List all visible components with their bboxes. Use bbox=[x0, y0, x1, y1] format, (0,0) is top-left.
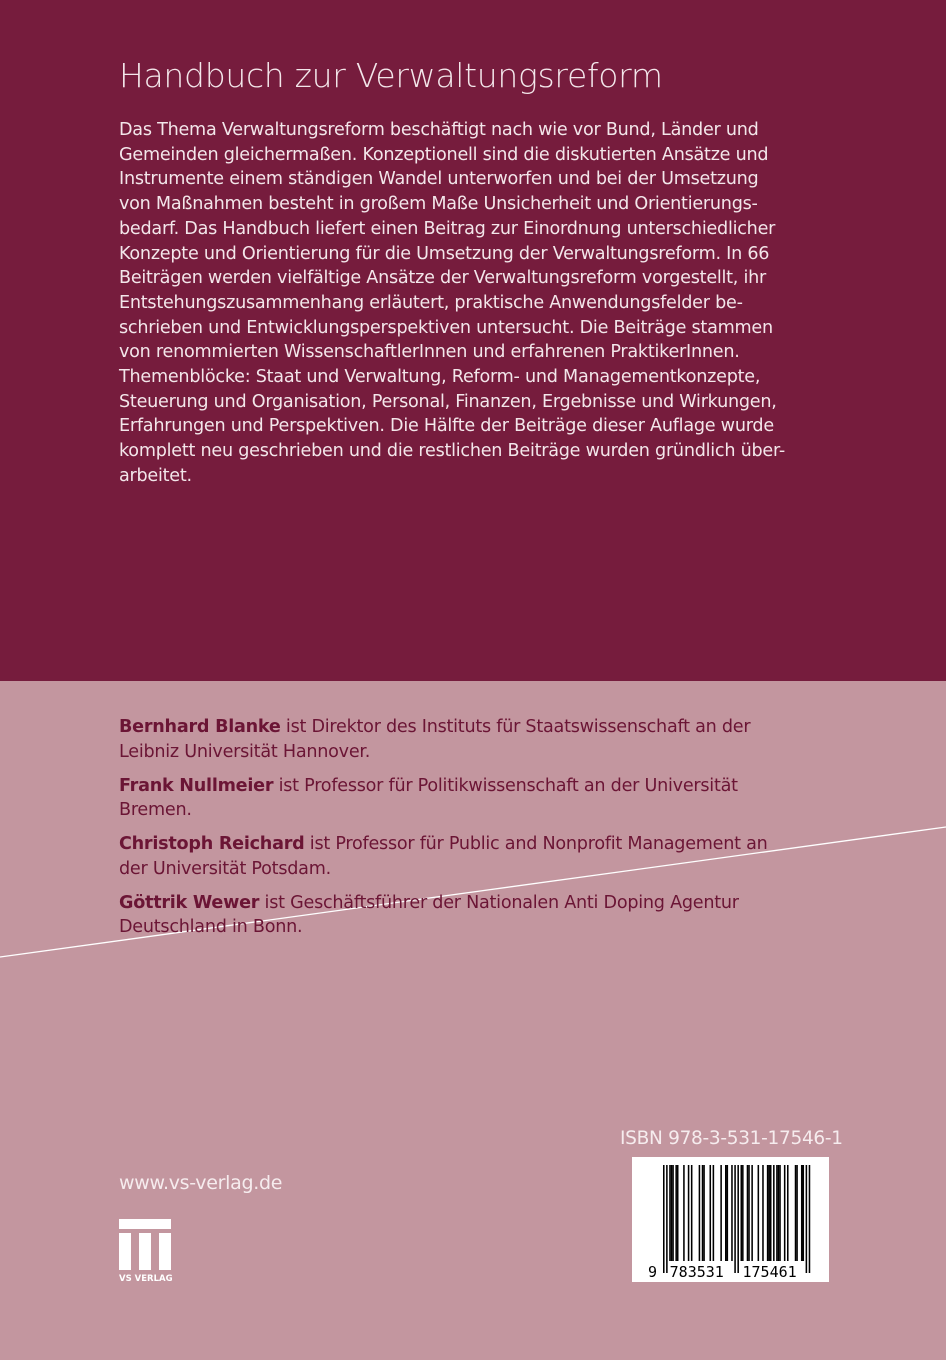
isbn-barcode bbox=[632, 1157, 829, 1282]
blurb-line: Erfahrungen und Perspektiven. Die Hälfte der Beiträge dieser Auflage wurde bbox=[119, 416, 774, 437]
blurb-line: Das Thema Verwaltungsreform beschäftigt nach wie vor Bund, Länder und bbox=[119, 120, 759, 140]
barcode-bar bbox=[702, 1165, 704, 1261]
blurb-line: schrieben und Entwicklungsperspektiven untersucht. Die Beiträge stammen bbox=[119, 317, 773, 338]
barcode-bar bbox=[795, 1165, 797, 1261]
barcode-bar bbox=[806, 1165, 808, 1273]
author-bio-line bbox=[119, 774, 839, 799]
author-description: ist Direktor des Instituts für Staatswissenschaft an der bbox=[280, 717, 751, 737]
author-bio-line: Leibniz Universität Hannover. bbox=[119, 741, 371, 762]
barcode-bar bbox=[741, 1165, 743, 1261]
author-bio bbox=[119, 832, 839, 881]
blurb-line: arbeitet. bbox=[119, 465, 192, 486]
barcode-bar bbox=[734, 1165, 736, 1273]
barcode-bar bbox=[663, 1165, 665, 1273]
barcode-bar bbox=[703, 1165, 705, 1261]
blurb-line: komplett neu geschrieben und die restlichen Beiträge wurden gründlich über- bbox=[119, 441, 785, 462]
author-bio bbox=[119, 891, 839, 940]
barcode-digits: 9 bbox=[648, 1263, 658, 1281]
author-bio bbox=[119, 774, 839, 823]
barcode-bar bbox=[742, 1165, 744, 1261]
barcode-digits: 783531 bbox=[669, 1263, 724, 1281]
blurb-line: Entstehungszusammenhang erläutert, praktische Anwendungsfelder be- bbox=[119, 292, 743, 313]
barcode-bar bbox=[773, 1165, 775, 1261]
barcode-bar bbox=[731, 1165, 733, 1261]
barcode-bar bbox=[688, 1165, 690, 1261]
barcode-bar bbox=[784, 1165, 786, 1261]
author-bio-line: der Universität Potsdam. bbox=[119, 858, 331, 879]
barcode-bar bbox=[787, 1165, 789, 1261]
author-name: Bernhard Blanke bbox=[119, 717, 281, 737]
barcode-bar bbox=[683, 1165, 685, 1261]
isbn-label: ISBN 978-3-531-17546-1 bbox=[620, 1128, 843, 1149]
author-bios bbox=[119, 715, 839, 949]
barcode-bar bbox=[713, 1165, 715, 1261]
barcode-bar bbox=[699, 1165, 701, 1261]
author-bio-line: Deutschland in Bonn. bbox=[119, 917, 303, 937]
barcode-bar bbox=[779, 1165, 781, 1261]
publisher-url[interactable]: www.vs-verlag.de bbox=[119, 1172, 283, 1194]
barcode-bar bbox=[776, 1165, 778, 1261]
barcode-bar bbox=[710, 1165, 712, 1261]
barcode-bar bbox=[770, 1165, 772, 1261]
blurb-line: bedarf. Das Handbuch liefert einen Beitrag zur Einordnung unterschiedlicher bbox=[119, 218, 776, 239]
blurb-line: Konzepte und Orientierung für die Umsetzung der Verwaltungsreform. In 66 bbox=[119, 243, 770, 264]
barcode-bar bbox=[801, 1165, 803, 1261]
barcode-bar bbox=[751, 1165, 753, 1261]
barcode-bar bbox=[778, 1165, 780, 1261]
logo-text: VS VERLAG bbox=[119, 1274, 173, 1283]
barcode-bar bbox=[677, 1165, 679, 1261]
author-bio-line bbox=[119, 715, 839, 740]
barcode-bar bbox=[727, 1165, 729, 1261]
vs-verlag-logo bbox=[119, 1219, 173, 1287]
author-name: Göttrik Wewer bbox=[119, 892, 260, 913]
blurb-line: von Maßnahmen besteht in großem Maße Unsicherheit und Orientierungs- bbox=[119, 194, 758, 215]
barcode-bar bbox=[725, 1165, 727, 1261]
barcode-bar bbox=[809, 1165, 811, 1273]
blurb-line: Beiträgen werden vielfältige Ansätze der Verwaltungsreform vorgestellt, ihr bbox=[119, 268, 767, 289]
author-description: ist Professor für Politikwissenschaft an der Universität bbox=[273, 775, 738, 796]
author-description: ist Geschäftsführer der Nationalen Anti Doping Agentur bbox=[259, 892, 739, 913]
barcode-bar bbox=[748, 1165, 750, 1261]
book-title: Handbuch zur Verwaltungsreform bbox=[119, 56, 663, 95]
author-bio-line bbox=[119, 891, 839, 916]
author-bio bbox=[119, 715, 839, 764]
barcode-bar bbox=[768, 1165, 770, 1261]
barcode-bar bbox=[803, 1165, 805, 1261]
barcode-bar bbox=[669, 1165, 671, 1261]
blurb-line: von renommierten WissenschaftlerInnen und erfahrenen PraktikerInnen. bbox=[119, 342, 740, 363]
blurb-line: Instrumente einem ständigen Wandel unterworfen und bei der Umsetzung bbox=[119, 169, 759, 190]
blurb-line: Gemeinden gleichermaßen. Konzeptionell sind die diskutierten Ansätze und bbox=[119, 144, 769, 165]
barcode-digits: 175461 bbox=[742, 1263, 797, 1281]
author-name: Frank Nullmeier bbox=[119, 775, 274, 796]
blurb-line: Steuerung und Organisation, Personal, Finanzen, Ergebnisse und Wirkungen, bbox=[119, 391, 777, 412]
barcode-bar bbox=[671, 1165, 673, 1261]
barcode-bar bbox=[758, 1165, 760, 1261]
barcode-bar bbox=[666, 1165, 668, 1273]
barcode-bar bbox=[672, 1165, 674, 1261]
author-description: ist Professor für Public and Nonprofit Management an bbox=[304, 834, 768, 854]
barcode-bar bbox=[796, 1165, 798, 1261]
barcode-bar bbox=[691, 1165, 693, 1261]
barcode-bar bbox=[767, 1165, 769, 1261]
author-name: Christoph Reichard bbox=[119, 834, 305, 854]
blurb-line: Themenblöcke: Staat und Verwaltung, Reform- und Managementkonzepte, bbox=[119, 367, 761, 388]
blurb-text bbox=[119, 118, 839, 489]
barcode-bar bbox=[720, 1165, 722, 1261]
barcode-bar bbox=[675, 1165, 677, 1261]
barcode-bar bbox=[762, 1165, 764, 1261]
barcode-bar bbox=[747, 1165, 749, 1261]
barcode-bar bbox=[737, 1165, 739, 1273]
author-bio-line bbox=[119, 832, 839, 857]
author-bio-line: Bremen. bbox=[119, 800, 192, 820]
